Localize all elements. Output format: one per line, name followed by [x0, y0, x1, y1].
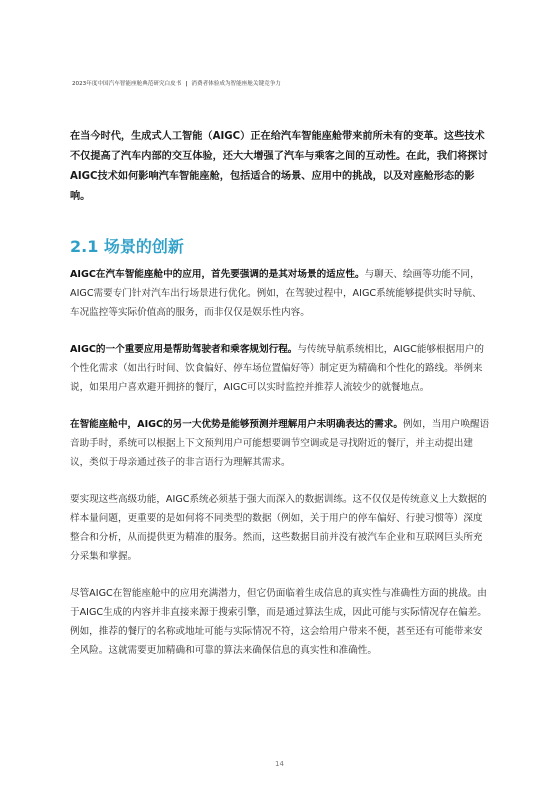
- running-header: [72, 79, 281, 87]
- body-paragraph-3: [70, 415, 490, 472]
- body-paragraph-2: [70, 340, 490, 397]
- paragraph-text: 要实现这些高级功能，AIGC系统必须基于强大而深入的数据训练。这不仅仅是传统意义上大数据的样本量问题，更重要的是如何将不同类型的数据（例如，关于用户的停车偏好、行驶习惯等）深度整合和分析，从而提供更为精准的服务。然而，这些数据目前并没有被汽车企业和互联网巨头所充分采集和掌握。: [70, 494, 487, 562]
- page-number: 14: [275, 760, 284, 768]
- body-paragraph-5: [70, 584, 490, 660]
- paragraph-lead: AIGC的一个重要应用是帮助驾驶者和乘客规划行程。: [70, 344, 298, 355]
- paragraph-lead: 在智能座舱中，AIGC的另一大优势是能够预测并理解用户未明确表达的需求。: [70, 419, 403, 430]
- header-separator: |: [185, 81, 188, 87]
- paragraph-text: 与传统导航系统相比，AIGC能够根据用户的个性化需求（如出行时间、饮食偏好、停车场位置偏好等）制定更为精确和个性化的路线。举例来说，如果用户喜欢避开拥挤的餐厅，AIGC可以实时监控并推荐人流较少的就餐地点。: [70, 344, 485, 393]
- page-body: [70, 127, 490, 678]
- header-chapter-title: 消费者体验成为智能座舱关键竞争力: [191, 81, 281, 87]
- body-paragraph-4: [70, 490, 490, 566]
- body-paragraph-1: [70, 265, 490, 322]
- intro-paragraph: 在当今时代，生成式人工智能（AIGC）正在给汽车智能座舱带来前所未有的变革。这些技术不仅提高了汽车内部的交互体验，还大大增强了汽车与乘客之间的互动性。在此，我们将探讨AIGC技术如何影响汽车智能座舱，包括适合的场景、应用中的挑战，以及对座舱形态的影响。: [70, 131, 488, 202]
- section-heading: 2.1 场景的创新: [70, 237, 184, 256]
- paragraph-text: 尽管AIGC在智能座舱中的应用充满潜力，但它仍面临着生成信息的真实性与准确性方面的挑战。由于AIGC生成的内容并非直接来源于搜索引擎，而是通过算法生成，因此可能与实际情况存在偏差。例如，推荐的餐厅的名称或地址可能与实际情况不符，这会给用户带来不便，甚至还有可能带来安全风险。这就需要更加精确和可靠的算法来确保信息的真实性和准确性。: [70, 588, 487, 656]
- paragraph-lead: AIGC在汽车智能座舱中的应用，首先要强调的是其对场景的适应性。: [70, 269, 365, 280]
- paragraph-text: 与聊天、绘画等功能不同，AIGC需要专门针对汽车出行场景进行优化。例如，在驾驶过程中，AIGC系统能够提供实时导航、车况监控等实际价值高的服务，而非仅仅是娱乐性内容。: [70, 269, 482, 318]
- header-report-title: 2023年度中国汽车智能座舱典范研究白皮书: [72, 81, 182, 87]
- paragraph-text: 例如，当用户唤醒语音助手时，系统可以根据上下文预判用户可能想要调节空调或是寻找附近的餐厅，并主动提出建议，类似于母亲通过孩子的非言语行为理解其需求。: [70, 419, 490, 468]
